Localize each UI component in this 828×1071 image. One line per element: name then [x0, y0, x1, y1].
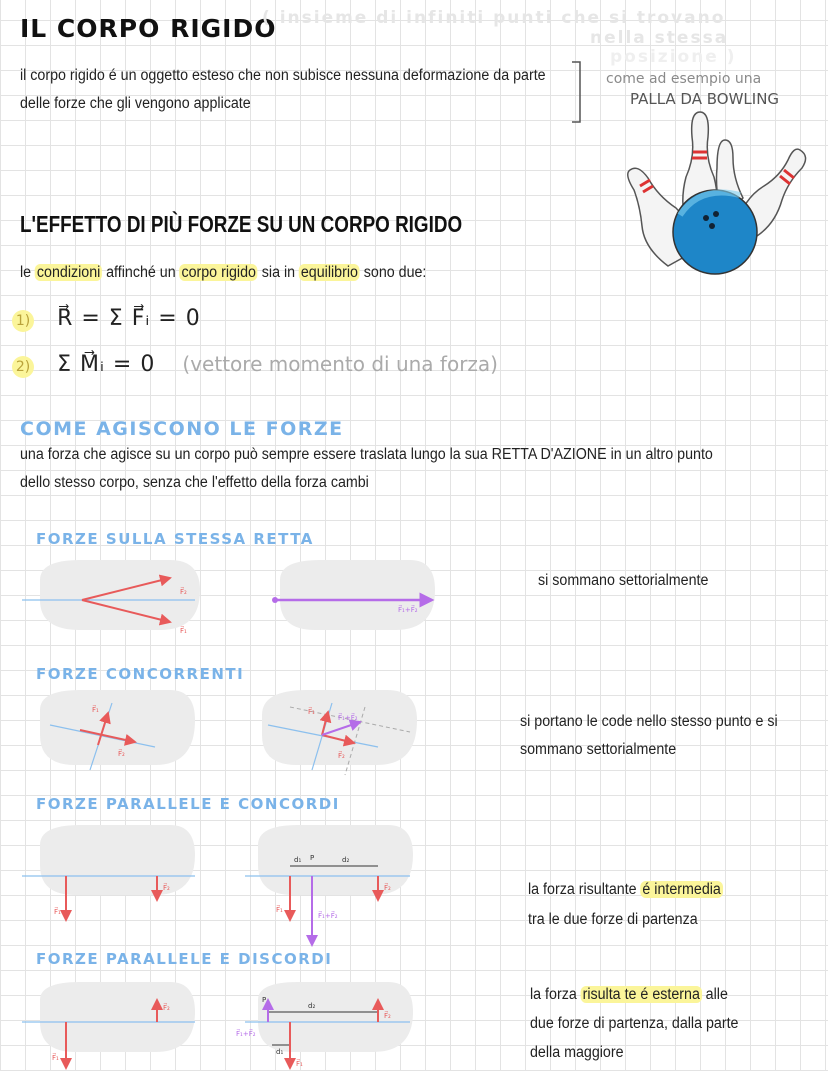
label-f2: F⃗₂: [180, 588, 187, 596]
label-p: P: [310, 854, 315, 862]
label-d1: d₁: [294, 856, 302, 864]
case-desc-concordant-1: la forza risultante é intermedia: [528, 881, 721, 898]
label-d2: d₂: [308, 1002, 316, 1010]
case-title-parallel-concordant: FORZE PARALLELE E CONCORDI: [36, 795, 340, 813]
case-desc-concordant-2: tra le due forze di partenza: [528, 911, 698, 928]
label-sum: F⃗₁+F⃗₂: [236, 1030, 256, 1038]
case-title-same-line: FORZE SULLA STESSA RETTA: [36, 530, 314, 548]
how-title: COME AGISCONO LE FORZE: [20, 418, 344, 440]
case-title-parallel-discordant: FORZE PARALLELE E DISCORDI: [36, 950, 333, 968]
case-title-concurrent: FORZE CONCORRENTI: [36, 665, 245, 683]
label-d2: d₂: [342, 856, 350, 864]
label-f2: F⃗₂: [163, 1004, 170, 1012]
conditions-text: le condizioni affinché un corpo rigido sia in equilibrio sono due:: [20, 264, 427, 281]
label-f1: F⃗₁: [296, 1060, 303, 1068]
diagram-same-line-before: [22, 560, 200, 635]
diagram-concurrent-result: [262, 690, 417, 775]
equation-1: 1) R⃗ = Σ F⃗ᵢ = 0: [12, 306, 201, 332]
label-f1: F⃗₁: [92, 706, 99, 714]
definition-line-1: il corpo rigido é un oggetto esteso che non subisce nessuna deformazione da parte: [20, 67, 546, 84]
label-sum: F⃗₁+F⃗₂: [398, 606, 418, 614]
faded-note-3: posizione ): [610, 47, 737, 67]
bowling-illustration: [628, 112, 806, 274]
diagram-same-line-result: [272, 560, 435, 630]
label-d1: d₁: [276, 1048, 284, 1056]
case-desc-concurrent-1: si portano le code nello stesso punto e si: [520, 713, 778, 730]
diagram-concordant-result: [245, 825, 413, 945]
diagram-discordant-before: [22, 982, 195, 1068]
diagram-discordant-result: [236, 982, 413, 1068]
case-desc-discordant-1: la forza risulta te é esterna alle: [530, 986, 728, 1003]
how-text-2: dello stesso corpo, senza che l'effetto della forza cambi: [20, 474, 369, 491]
example-line-1: come ad esempio una: [606, 71, 762, 87]
label-f1: F⃗₁: [52, 1054, 59, 1062]
page-title: IL CORPO RIGIDO: [20, 14, 277, 43]
case-desc-same-line: si sommano settorialmente: [538, 572, 709, 589]
equation-2: 2) Σ M⃗ᵢ = 0 (vettore momento di una forza): [12, 352, 498, 378]
definition-line-2: delle forze che gli vengono applicate: [20, 95, 251, 112]
section-title: L'EFFETTO DI PIÙ FORZE SU UN CORPO RIGIDO: [20, 211, 463, 237]
label-f2: F⃗₂: [163, 884, 170, 892]
faded-note-2: nella stessa: [590, 28, 729, 48]
label-f2: F⃗₂: [384, 884, 391, 892]
label-f1: F⃗₁: [54, 908, 61, 916]
label-sum: F⃗₁+F⃗₂: [318, 912, 338, 920]
diagram-concurrent-before: [40, 690, 195, 770]
diagram-concordant-before: [22, 825, 195, 920]
case-desc-discordant-3: della maggiore: [530, 1044, 624, 1061]
label-f1: F⃗₁: [276, 906, 283, 914]
faded-note: ( insieme di infiniti punti che si trovano: [262, 8, 726, 28]
bracket: [572, 62, 580, 122]
label-f2: F⃗₂: [338, 752, 345, 760]
case-desc-discordant-2: due forze di partenza, dalla parte: [530, 1015, 739, 1032]
case-desc-concurrent-2: sommano settorialmente: [520, 741, 677, 758]
how-text-1: una forza che agisce su un corpo può sempre essere traslata lungo la sua RETTA D'AZIONE in un altro punto: [20, 446, 713, 463]
label-f1: F⃗₁: [180, 627, 187, 635]
label-f1: F⃗₁: [308, 708, 315, 716]
label-p: P: [262, 996, 267, 1004]
example-line-2: PALLA DA BOWLING: [630, 90, 780, 108]
label-sum: F⃗₁+F⃗₂: [338, 714, 358, 722]
label-f2: F⃗₂: [384, 1012, 391, 1020]
label-f2: F⃗₂: [118, 750, 125, 758]
